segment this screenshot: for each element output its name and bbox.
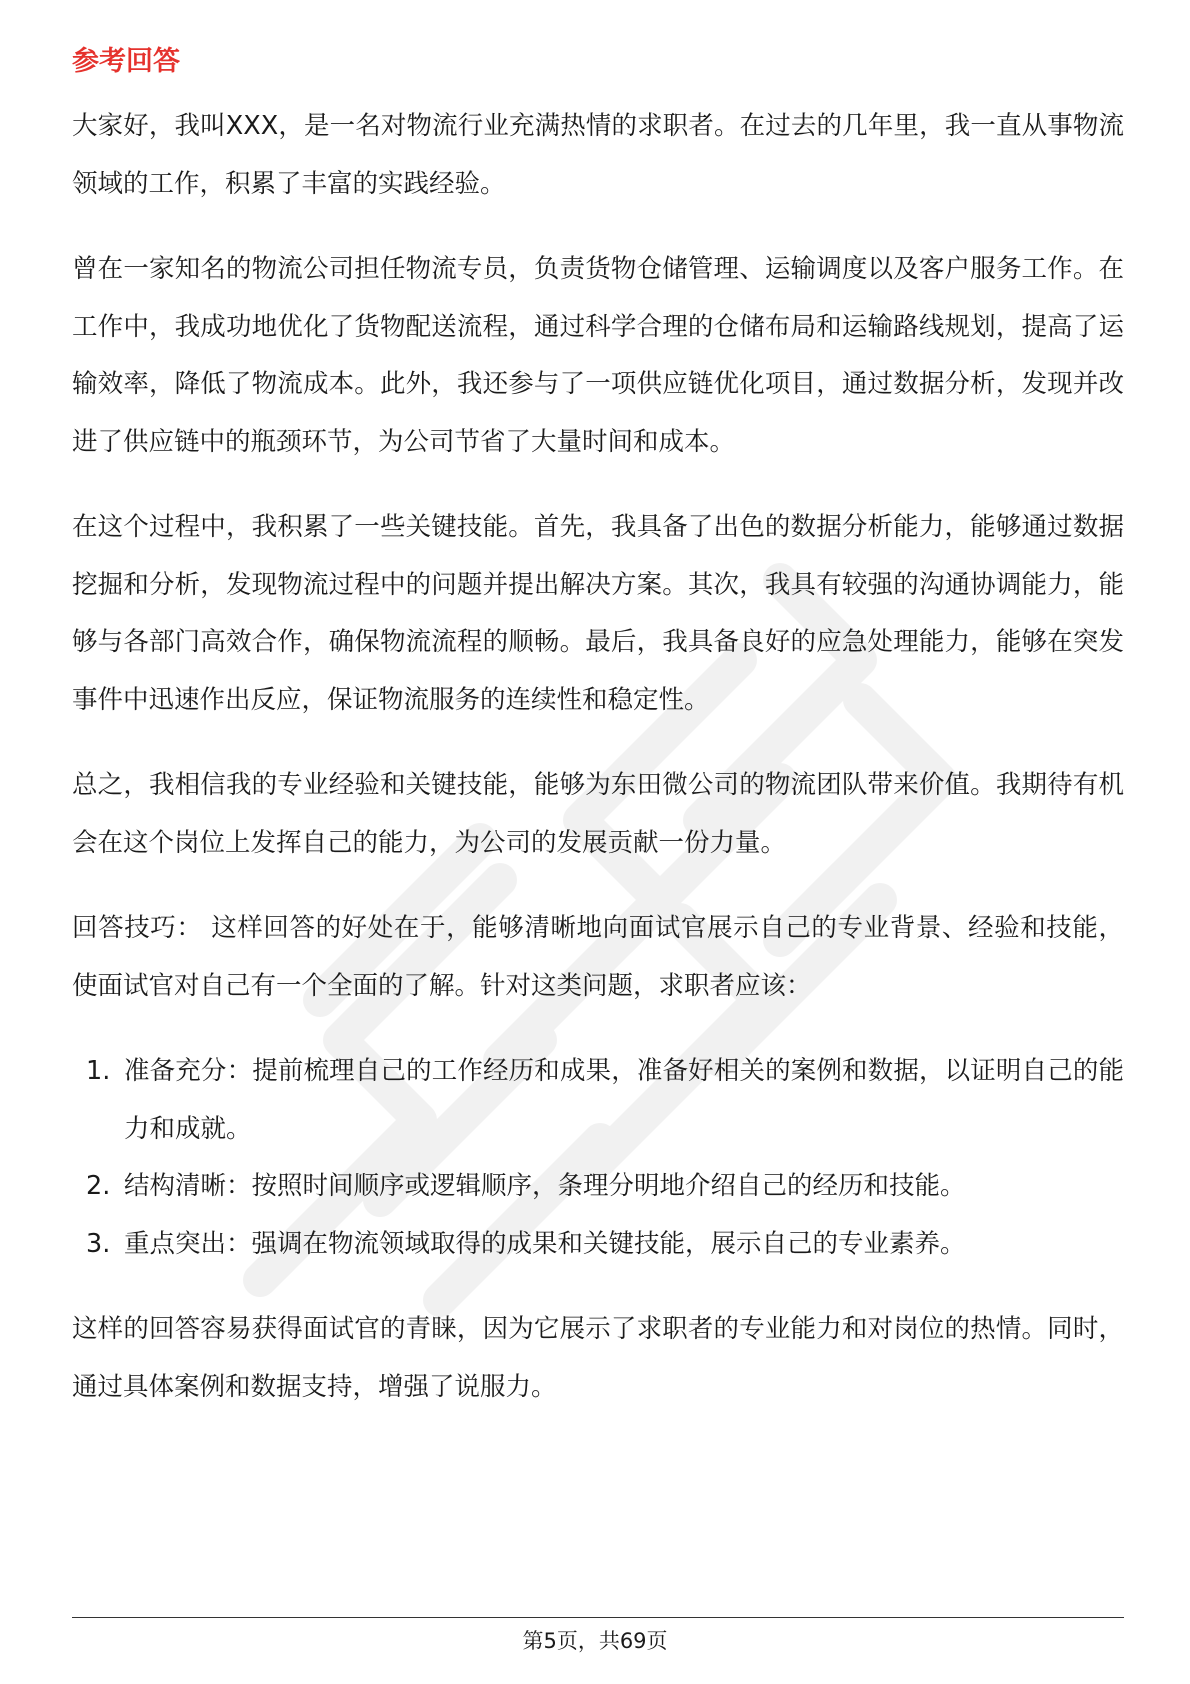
list-item-text: 结构清晰：按照时间顺序或逻辑顺序，条理分明地介绍自己的经历和技能。 (124, 1171, 966, 1201)
section-title: 参考回答 (72, 46, 180, 77)
list-item-text: 准备充分：提前梳理自己的工作经历和成果，准备好相关的案例和数据，以证明自己的能力和成就。 (124, 1056, 1124, 1144)
tips-list (72, 1043, 1124, 1273)
list-item-number: 3. (86, 1228, 111, 1259)
paragraph-experience: 曾在一家知名的物流公司担任物流专员，负责货物仓储管理、运输调度以及客户服务工作。在工作中，我成功地优化了货物配送流程，通过科学合理的仓储布局和运输路线规划，提高了运输效率，降低了物流成本。此外，我还参与了一项供应链优化项目，通过数据分析，发现并改进了供应链中的瓶颈环节，为公司节省了大量时间和成本。 (72, 254, 1124, 457)
list-item (72, 1216, 1124, 1274)
page-number: 第5页，共69页 (522, 1629, 668, 1653)
footer-divider (72, 1617, 1124, 1618)
paragraph-intro: 大家好，我叫XXX，是一名对物流行业充满热情的求职者。在过去的几年里，我一直从事物流领域的工作，积累了丰富的实践经验。 (72, 111, 1124, 199)
list-item-number: 1. (86, 1056, 111, 1086)
document-page (72, 44, 1124, 1444)
list-item-number: 2. (86, 1171, 111, 1201)
paragraph-answer-tips: 回答技巧： 这样回答的好处在于，能够清晰地向面试官展示自己的专业背景、经验和技能，使面试官对自己有一个全面的了解。针对这类问题，求职者应该： (72, 913, 1124, 1001)
list-item (72, 1158, 1124, 1216)
paragraph-summary: 总之，我相信我的专业经验和关键技能，能够为东田微公司的物流团队带来价值。我期待有机会在这个岗位上发挥自己的能力，为公司的发展贡献一份力量。 (72, 770, 1124, 858)
list-item-text: 重点突出：强调在物流领域取得的成果和关键技能，展示自己的专业素养。 (124, 1228, 966, 1259)
paragraph-skills: 在这个过程中，我积累了一些关键技能。首先，我具备了出色的数据分析能力，能够通过数据挖掘和分析，发现物流过程中的问题并提出解决方案。其次，我具有较强的沟通协调能力，能够与各部门高效合作，确保物流流程的顺畅。最后，我具备良好的应急处理能力，能够在突发事件中迅速作出反应，保证物流服务的连续性和稳定性。 (72, 512, 1124, 715)
paragraph-closing: 这样的回答容易获得面试官的青睐，因为它展示了求职者的专业能力和对岗位的热情。同时，通过具体案例和数据支持，增强了说服力。 (72, 1314, 1124, 1402)
list-item (72, 1043, 1124, 1158)
